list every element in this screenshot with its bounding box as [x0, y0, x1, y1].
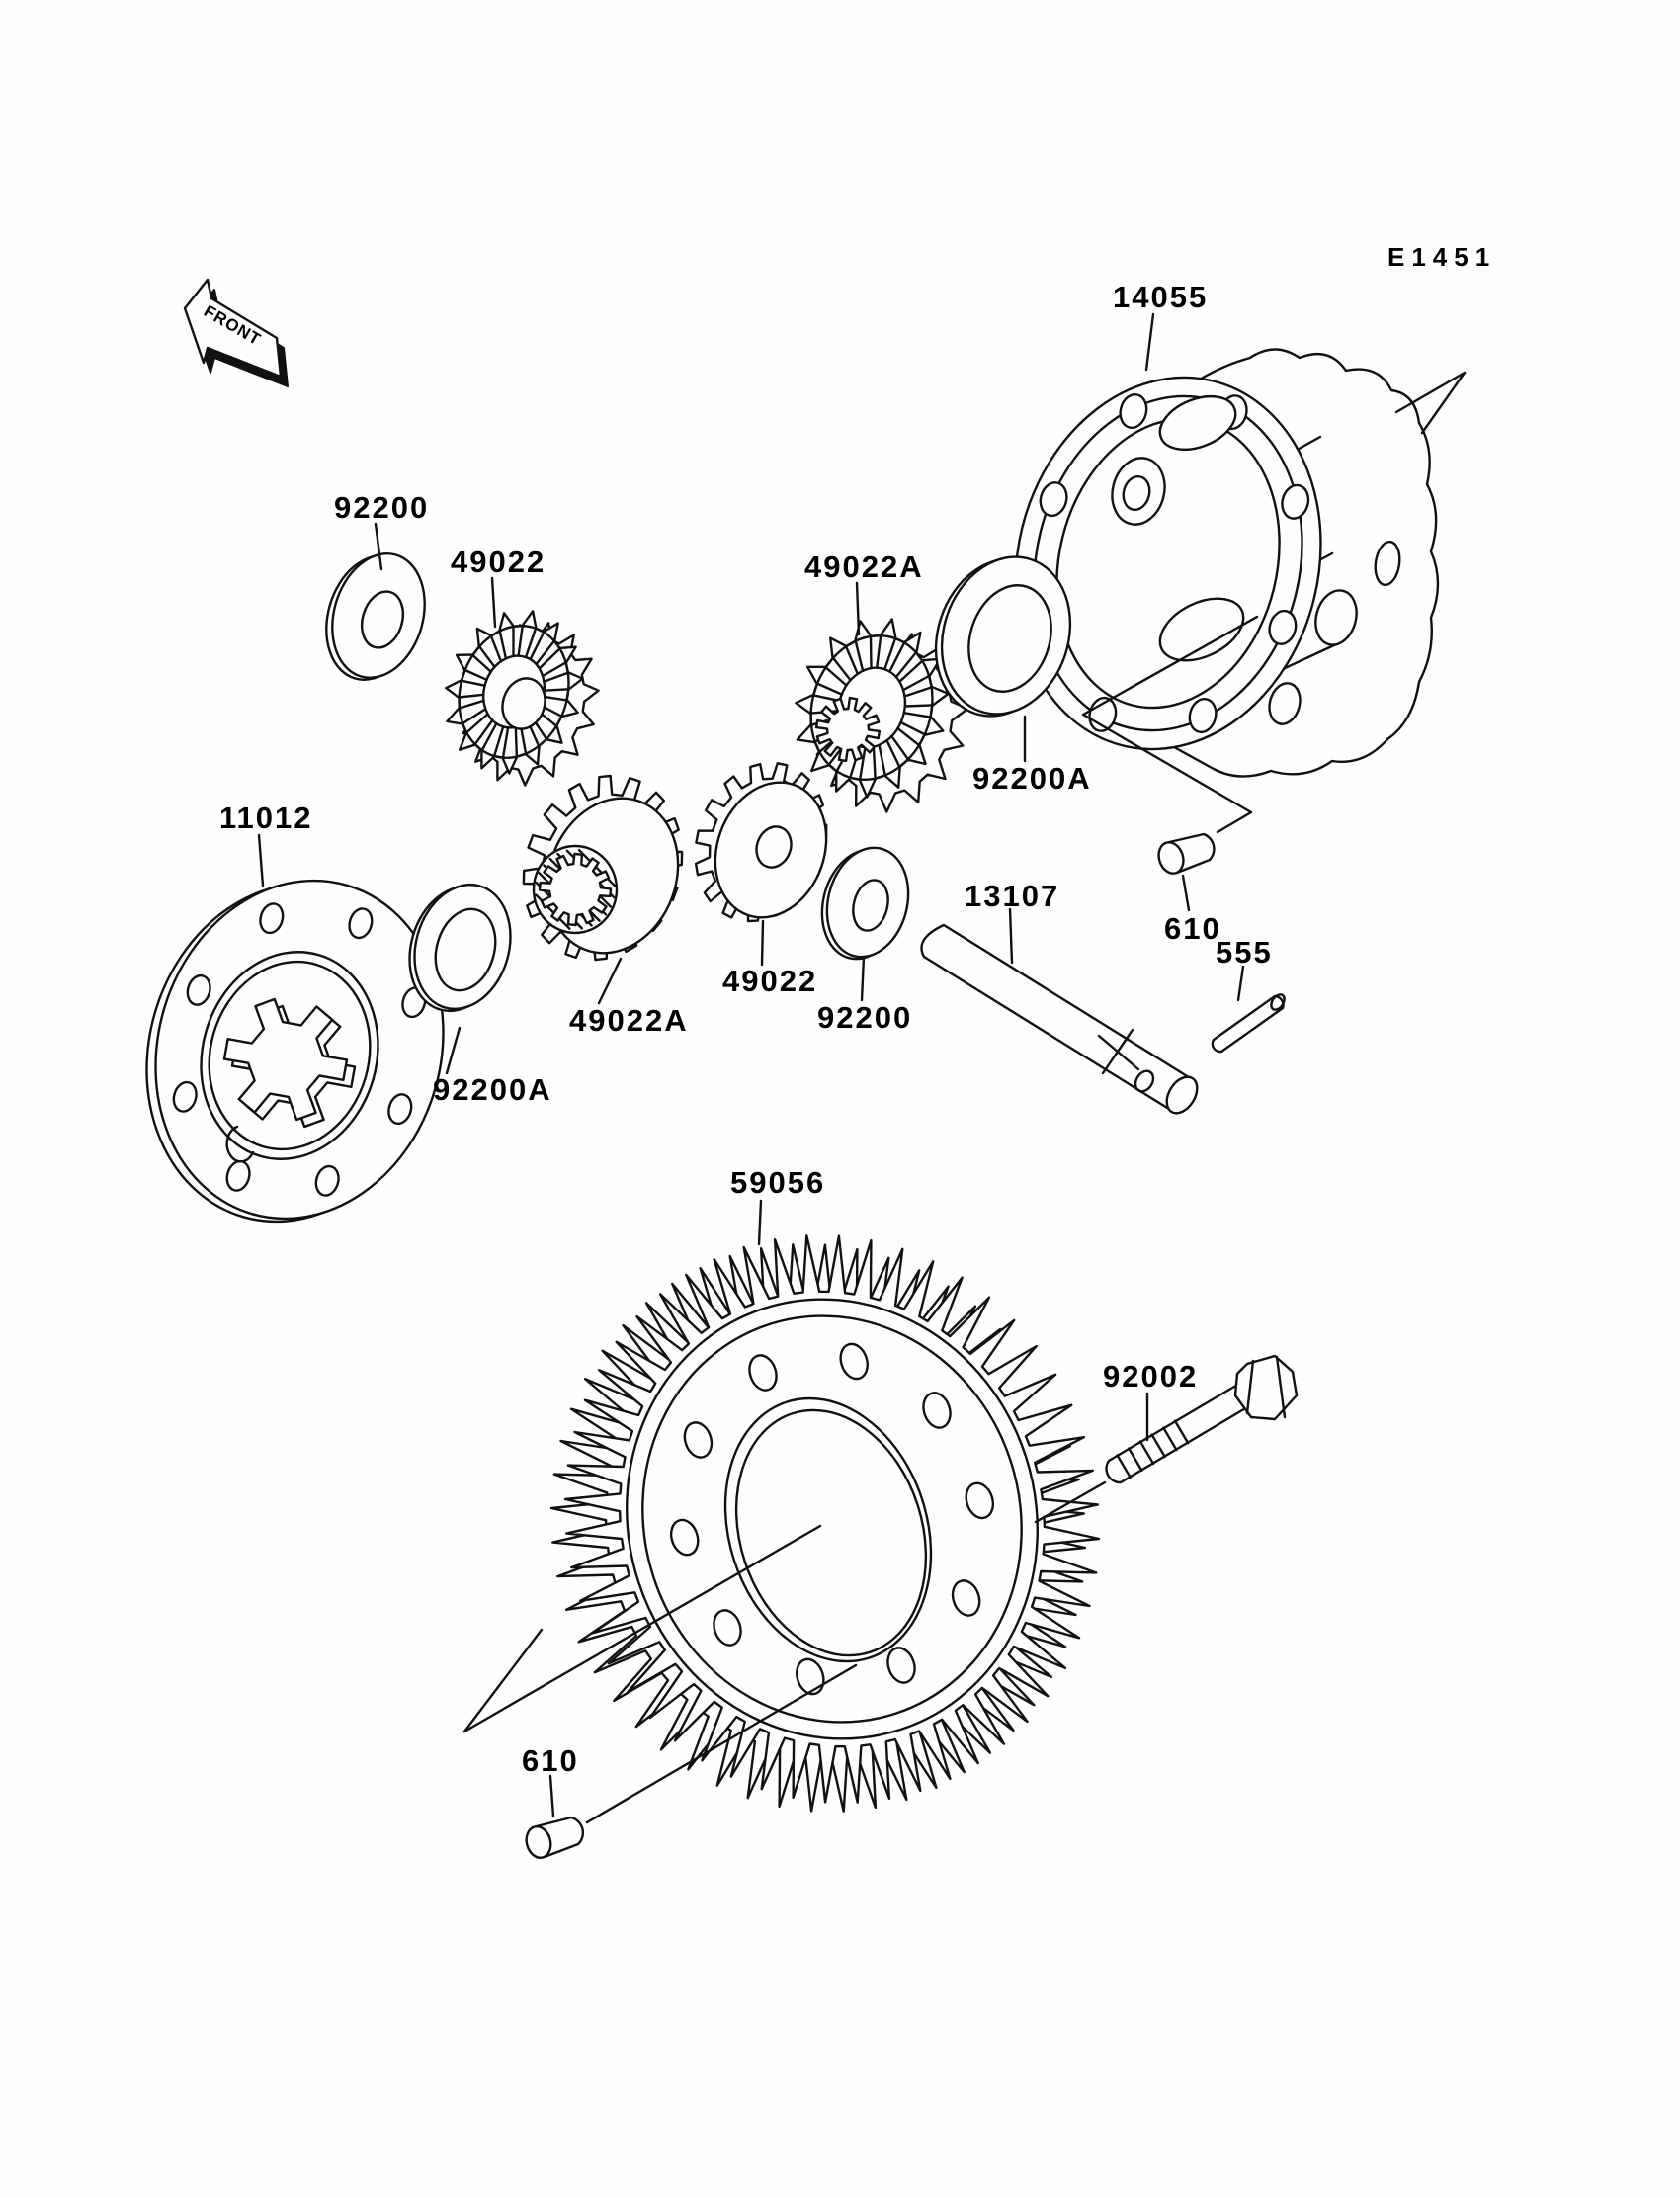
diagram-code: E1451: [1387, 242, 1497, 272]
part-label-case: 14055: [1113, 280, 1209, 314]
front-arrow-label: FRONT: [201, 301, 265, 350]
part-label-shaft: 13107: [965, 879, 1060, 913]
part-label-washer-center: 92200: [817, 1000, 913, 1035]
part-label-gear-center: 49022: [722, 964, 818, 998]
part-label-ring-gear: 59056: [730, 1165, 826, 1200]
part-label-pin-lower: 610: [522, 1743, 579, 1778]
part-label-washer-left: 92200A: [433, 1072, 552, 1107]
part-label-bolt: 92002: [1103, 1359, 1199, 1394]
part-label-pin-upper: 610: [1164, 911, 1221, 946]
dowel-pin-lower-drawing: [523, 1817, 583, 1861]
part-label-pin-small: 555: [1216, 935, 1273, 970]
small-pin-drawing: [1213, 992, 1287, 1052]
bevel-gear-left-drawing: [524, 776, 700, 972]
part-label-gear-left: 49022A: [569, 1003, 689, 1038]
part-label-washer-mid: 92200A: [972, 761, 1092, 796]
differential-case-drawing: [977, 345, 1438, 782]
generated-parts-drawing: [108, 540, 1099, 1811]
bevel-gear-top-drawing: [443, 611, 599, 785]
dowel-pin-upper-drawing: [1155, 834, 1215, 877]
part-label-washer-top: 92200: [334, 490, 430, 525]
part-label-gear-mid: 49022A: [804, 549, 924, 584]
thrust-washer-top-drawing: [312, 543, 439, 691]
cross-shaft-drawing: [922, 925, 1204, 1119]
thrust-washer-center-drawing: [811, 839, 920, 968]
part-label-gear-top: 49022: [451, 545, 546, 579]
ring-gear-drawing: [551, 1235, 1099, 1811]
part-label-flange: 11012: [219, 801, 313, 835]
